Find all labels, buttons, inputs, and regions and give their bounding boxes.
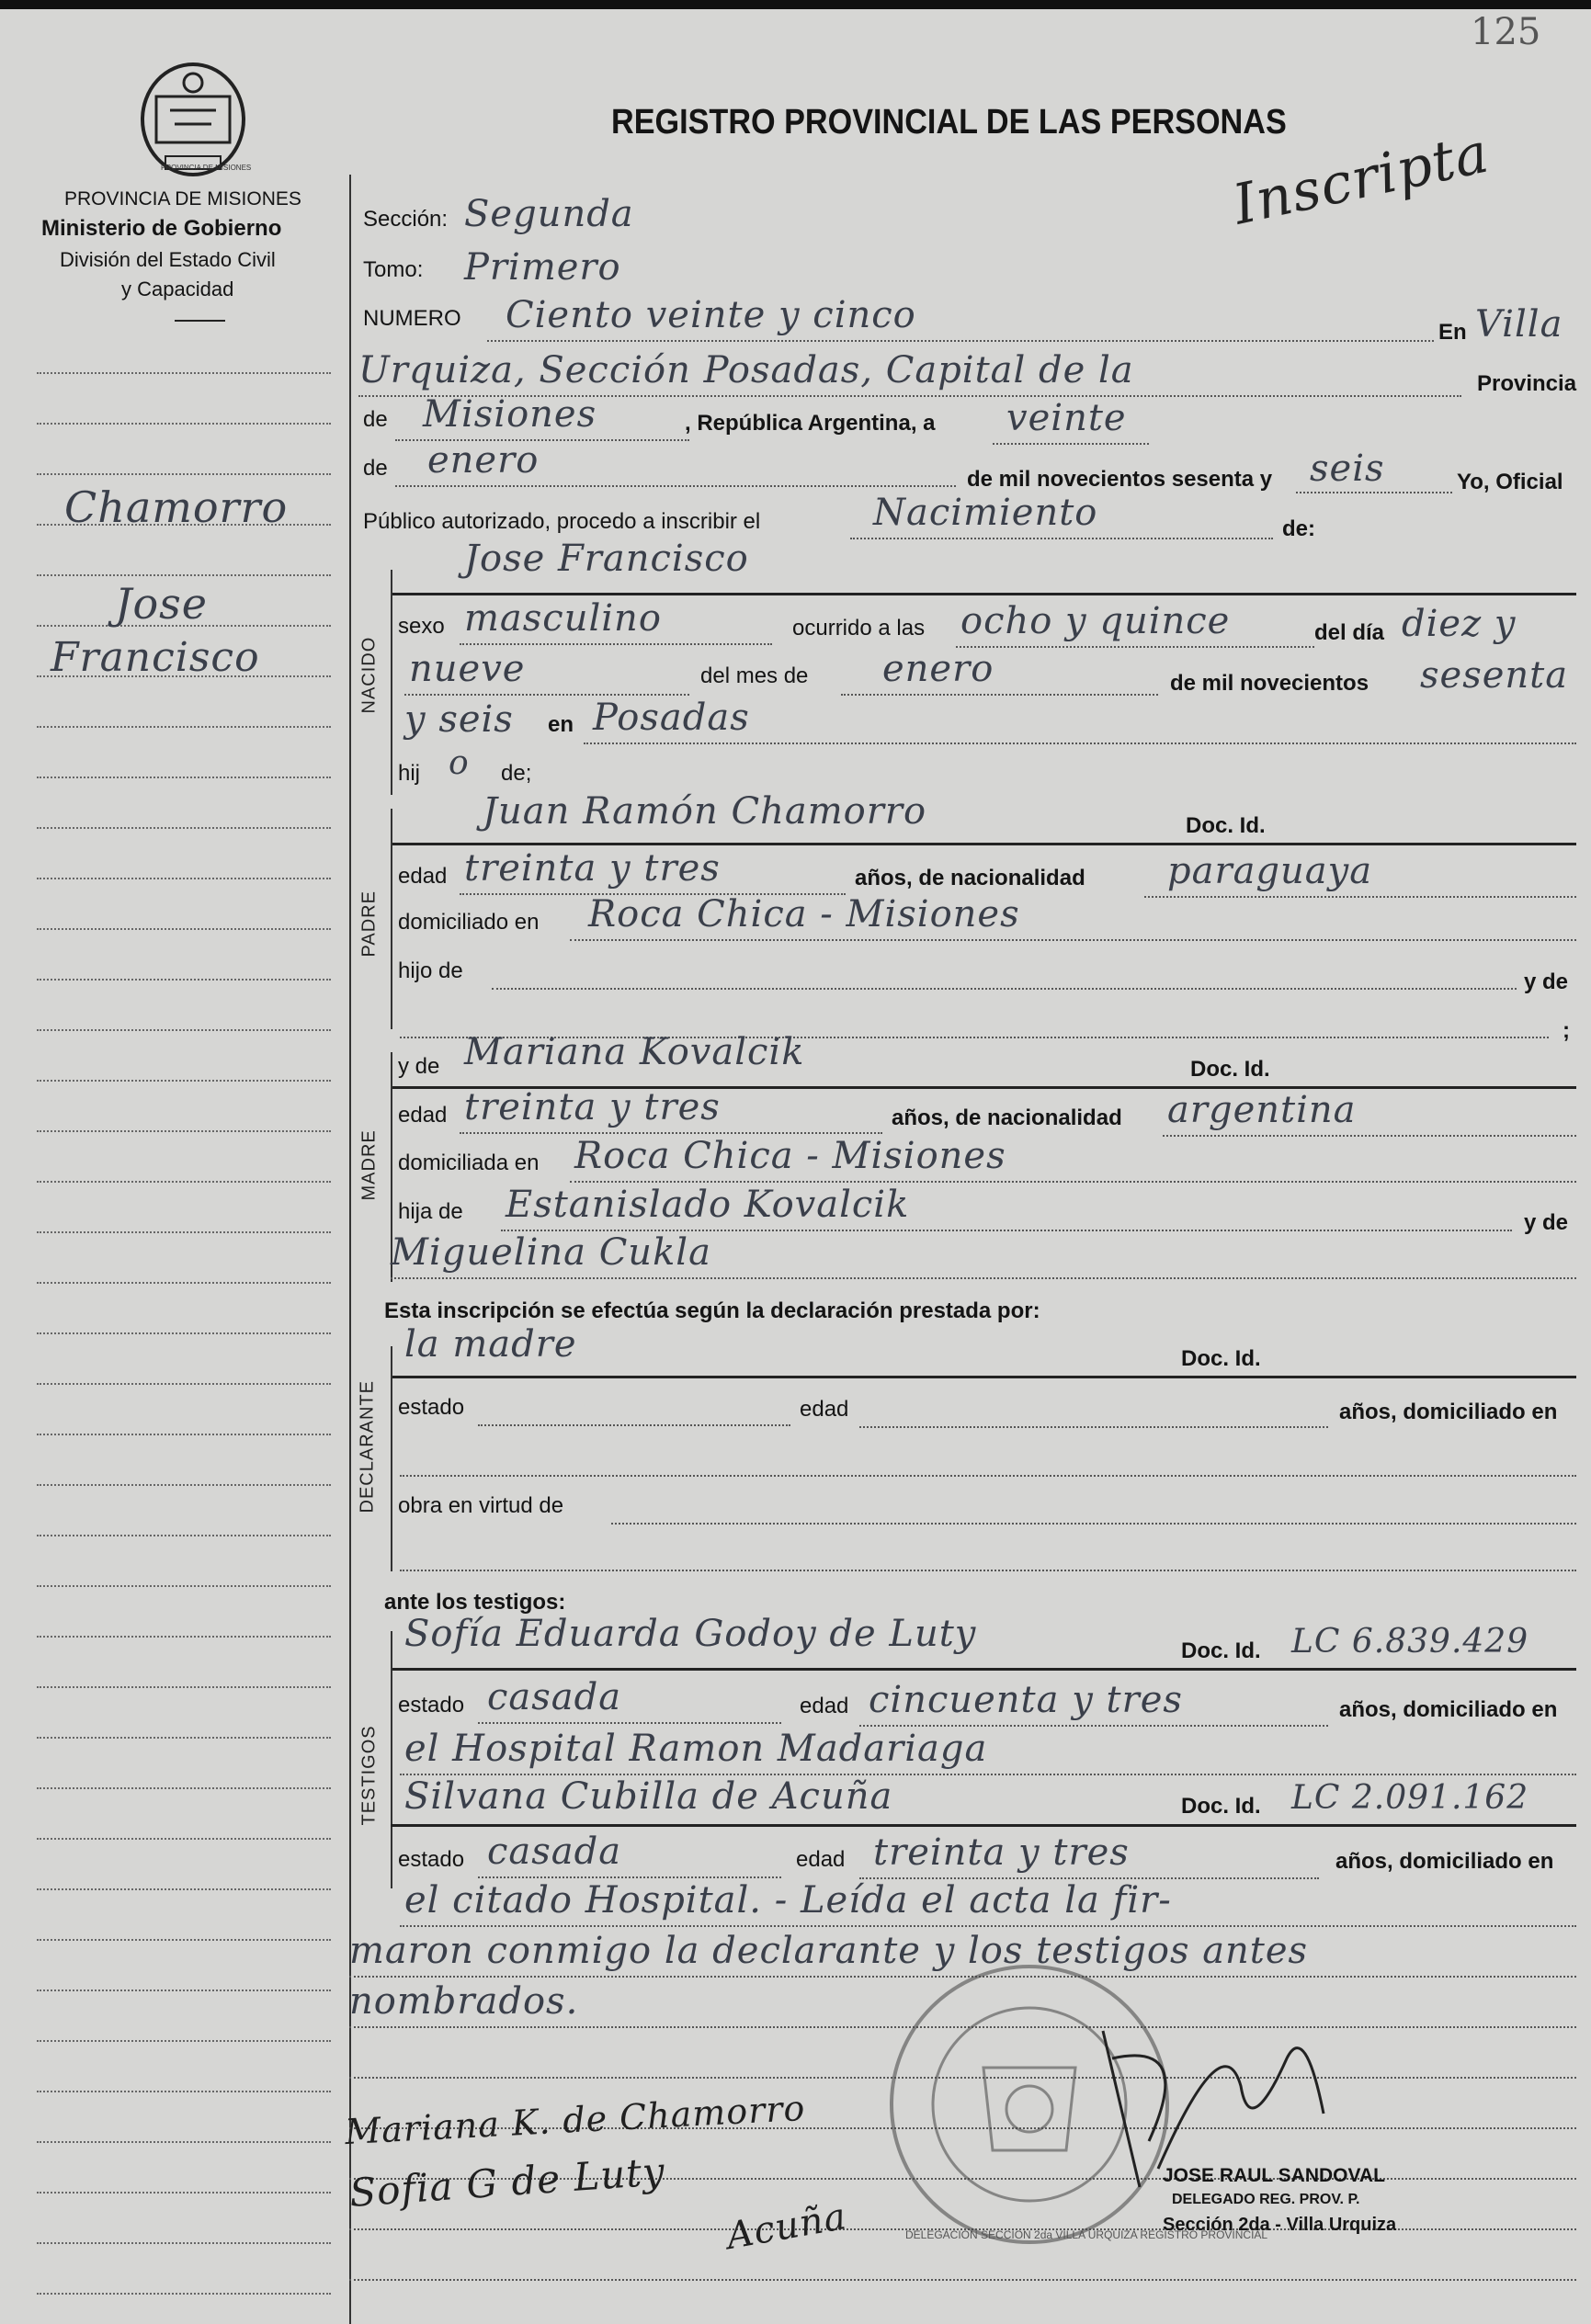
sidebar-line bbox=[37, 2091, 331, 2092]
document-title: REGISTRO PROVINCIAL DE LAS PERSONAS bbox=[611, 103, 1287, 142]
sidebar-line bbox=[37, 1686, 331, 1688]
value-anio-nac-1: sesenta bbox=[1420, 654, 1569, 697]
label-numero: NUMERO bbox=[363, 306, 461, 331]
label-del-dia: del día bbox=[1314, 620, 1385, 645]
sidebar-line bbox=[37, 878, 331, 879]
value-hora: ocho y quince bbox=[960, 600, 1231, 642]
label-padre-domicilio: domiciliado en bbox=[398, 910, 540, 935]
label-testigo-1-anos: años, domiciliado en bbox=[1339, 1697, 1558, 1722]
line-testigo-2-domicilio bbox=[400, 1925, 1576, 1927]
value-provincia: Misiones bbox=[423, 393, 597, 436]
line-madre-domicilio bbox=[570, 1181, 1576, 1183]
line-madre-nacionalidad bbox=[1163, 1135, 1576, 1137]
line-padre-hijo-de bbox=[492, 988, 1517, 990]
label-madre-hija-de: hija de bbox=[398, 1199, 463, 1224]
label-yo-oficial: Yo, Oficial bbox=[1457, 470, 1563, 494]
page-number: 125 bbox=[1471, 11, 1541, 53]
sidebar-line bbox=[37, 1231, 331, 1233]
sidebar-line bbox=[37, 726, 331, 728]
label-en: En bbox=[1438, 320, 1467, 345]
label-seccion: Sección: bbox=[363, 207, 449, 232]
line-padre-domicilio bbox=[570, 939, 1576, 941]
label-hij: hij bbox=[398, 761, 421, 786]
section-label-padre: PADRE bbox=[358, 890, 380, 958]
padre-edad: treinta y tres bbox=[464, 847, 721, 890]
sidebar-line bbox=[37, 2293, 331, 2295]
official-office: Sección 2da - Villa Urquiza bbox=[1163, 2215, 1397, 2235]
line-obra bbox=[611, 1523, 1576, 1525]
label-en-nac: en bbox=[548, 712, 574, 737]
value-anio-inscripcion: seis bbox=[1310, 448, 1385, 490]
label-testigo-2-anos: años, domiciliado en bbox=[1335, 1849, 1554, 1874]
label-de-colon: de: bbox=[1282, 516, 1315, 541]
section-label-nacido: NACIDO bbox=[358, 636, 380, 714]
sidebar-line bbox=[37, 1535, 331, 1536]
sidebar-line bbox=[37, 2040, 331, 2042]
label-obra: obra en virtud de bbox=[398, 1493, 564, 1518]
sidebar-line bbox=[37, 1990, 331, 1991]
label-sexo: sexo bbox=[398, 614, 445, 639]
label-de-semi: de; bbox=[501, 761, 532, 786]
line-testigo-1-estado bbox=[478, 1722, 781, 1724]
line-obra-2 bbox=[400, 1570, 1576, 1571]
sidebar-line bbox=[37, 1282, 331, 1284]
label-testigo-1-estado: estado bbox=[398, 1693, 465, 1717]
line-lugar-nac bbox=[584, 743, 1576, 744]
cierre-1: maron conmigo la declarante y los testigos antes bbox=[349, 1930, 1309, 1972]
sidebar-line bbox=[37, 777, 331, 778]
sidebar-line bbox=[37, 473, 331, 475]
line-mes-nac bbox=[841, 694, 1158, 696]
sidebar-line bbox=[37, 2242, 331, 2244]
label-madre-doc: Doc. Id. bbox=[1190, 1057, 1270, 1082]
label-declarante-doc: Doc. Id. bbox=[1181, 1346, 1261, 1371]
value-tomo: Primero bbox=[464, 246, 621, 289]
line-declarante-domicilio bbox=[400, 1475, 1576, 1477]
label-padre-edad: edad bbox=[398, 864, 448, 889]
testigo-2-edad: treinta y tres bbox=[873, 1831, 1130, 1874]
label-declarante-anos: años, domiciliado en bbox=[1339, 1400, 1558, 1424]
bracket-nacido bbox=[391, 570, 392, 795]
testigo-2-nombre: Silvana Cubilla de Acuña bbox=[404, 1775, 893, 1818]
sidebar-line bbox=[37, 1939, 331, 1941]
line-sexo bbox=[460, 643, 772, 645]
line-numero bbox=[487, 340, 1434, 342]
issuer-division-1: División del Estado Civil bbox=[60, 248, 276, 271]
label-del-mes: del mes de bbox=[700, 663, 809, 688]
sidebar-line bbox=[37, 1838, 331, 1840]
label-declarante-edad: edad bbox=[800, 1397, 849, 1422]
line-declarante-estado bbox=[478, 1424, 790, 1426]
madre-hija-de: Estanislado Kovalcik bbox=[506, 1184, 910, 1226]
sidebar-line bbox=[37, 1080, 331, 1082]
section-label-testigos: TESTIGOS bbox=[358, 1725, 380, 1826]
issuer-province: PROVINCIA DE MISIONES bbox=[64, 188, 301, 210]
section-label-declarante: DECLARANTE bbox=[357, 1380, 378, 1513]
line-mes-inscripcion bbox=[395, 485, 956, 487]
label-ocurrido: ocurrido a las bbox=[792, 616, 926, 641]
padre-domicilio: Roca Chica - Misiones bbox=[588, 893, 1020, 935]
padre-nombre: Juan Ramón Chamorro bbox=[483, 790, 927, 833]
label-testigo-2-doc: Doc. Id. bbox=[1181, 1794, 1261, 1819]
rule-padre-top bbox=[391, 843, 1576, 845]
sidebar-line bbox=[37, 574, 331, 576]
sidebar-line bbox=[37, 2141, 331, 2143]
sidebar-line bbox=[37, 928, 331, 930]
madre-nombre: Mariana Kovalcik bbox=[464, 1031, 805, 1073]
label-testigo-2-edad: edad bbox=[796, 1847, 846, 1872]
label-padre-doc: Doc. Id. bbox=[1186, 813, 1266, 838]
official-title: DELEGADO REG. PROV. P. bbox=[1172, 2192, 1360, 2207]
sidebar-line bbox=[37, 1332, 331, 1334]
label-madre-y-de-2: y de bbox=[1524, 1210, 1569, 1235]
signature-madre: Mariana K. de Chamorro bbox=[344, 2087, 807, 2153]
line-testigo-1-edad bbox=[859, 1725, 1328, 1727]
sidebar-line bbox=[37, 1484, 331, 1486]
label-tomo: Tomo: bbox=[363, 257, 424, 282]
sidebar-line bbox=[37, 979, 331, 981]
margin-surname: Chamorro bbox=[64, 482, 289, 532]
section-label-madre: MADRE bbox=[358, 1129, 380, 1201]
sidebar-line bbox=[37, 827, 331, 829]
label-madre-nacionalidad: años, de nacionalidad bbox=[892, 1105, 1122, 1130]
sidebar-line bbox=[37, 1737, 331, 1739]
bracket-declarante bbox=[391, 1346, 392, 1571]
label-de-mes: de bbox=[363, 456, 388, 481]
padre-nacionalidad: paraguaya bbox=[1167, 850, 1373, 892]
signature-testigo-2: Acuña bbox=[723, 2194, 850, 2259]
testigo-1-estado: casada bbox=[487, 1676, 622, 1718]
sidebar-line bbox=[37, 1636, 331, 1638]
line-testigo-2-estado bbox=[478, 1876, 781, 1878]
label-testigo-2-estado: estado bbox=[398, 1847, 465, 1872]
sidebar-line bbox=[37, 1383, 331, 1385]
sidebar-line bbox=[37, 1434, 331, 1435]
testigo-1-nombre: Sofía Eduarda Godoy de Luty bbox=[404, 1613, 977, 1655]
line-hora bbox=[956, 646, 1314, 648]
label-de-mil: de mil novecientos sesenta y bbox=[967, 467, 1273, 492]
line-anio-inscripcion bbox=[1296, 492, 1452, 493]
ruled-line bbox=[349, 2279, 1576, 2281]
label-declarante-estado: estado bbox=[398, 1395, 465, 1420]
madre-nacionalidad: argentina bbox=[1167, 1089, 1357, 1131]
sidebar-line bbox=[37, 1181, 331, 1183]
sidebar-line bbox=[37, 1888, 331, 1890]
label-padre-semicolon: ; bbox=[1563, 1018, 1570, 1043]
label-madre-y-de: y de bbox=[398, 1054, 440, 1079]
madre-y-de: Miguelina Cukla bbox=[391, 1231, 711, 1274]
declarante-nombre: la madre bbox=[404, 1323, 577, 1366]
testigo-2-doc: LC 2.091.162 bbox=[1291, 1779, 1529, 1817]
value-mes-inscripcion: enero bbox=[427, 439, 540, 482]
rule-declarante-top bbox=[391, 1376, 1576, 1378]
top-edge bbox=[0, 0, 1591, 9]
sidebar-line bbox=[37, 1787, 331, 1789]
value-seccion: Segunda bbox=[464, 193, 634, 235]
line-dia-inscripcion bbox=[993, 443, 1149, 445]
value-hij-suffix: o bbox=[449, 744, 470, 782]
label-testigo-1-doc: Doc. Id. bbox=[1181, 1638, 1261, 1663]
label-provincia: Provincia bbox=[1477, 371, 1577, 396]
label-madre-edad: edad bbox=[398, 1103, 448, 1128]
testigo-2-domicilio: el citado Hospital. - Leída el acta la fir- bbox=[404, 1879, 1172, 1922]
round-stamp-text: DELEGACION SECCION 2da VILLA URQUIZA REGISTRO PROVINCIAL bbox=[905, 2228, 1268, 2241]
sidebar-line bbox=[37, 2192, 331, 2194]
signature-testigo-1: Sofia G de Luty bbox=[347, 2148, 667, 2216]
official-name: JOSE RAUL SANDOVAL bbox=[1163, 2165, 1385, 2186]
testigo-2-estado: casada bbox=[487, 1831, 622, 1873]
testigo-1-doc: LC 6.839.429 bbox=[1291, 1623, 1529, 1661]
label-de-provincia: de bbox=[363, 407, 388, 432]
bracket-testigos bbox=[391, 1631, 392, 1888]
rule-testigo-2 bbox=[391, 1824, 1576, 1827]
value-dia-inscripcion: veinte bbox=[1006, 397, 1127, 439]
line-madre-edad bbox=[460, 1132, 882, 1134]
line-declarante-edad bbox=[859, 1426, 1328, 1428]
label-ante-testigos: ante los testigos: bbox=[384, 1590, 566, 1615]
label-padre-nacionalidad: años, de nacionalidad bbox=[855, 866, 1085, 890]
margin-first-name: Jose bbox=[115, 579, 208, 629]
label-declaracion: Esta inscripción se efectúa según la declaración prestada por: bbox=[384, 1298, 1040, 1323]
stamp-annotation: Inscripta bbox=[1227, 120, 1495, 238]
label-publico: Público autorizado, procedo a inscribir el bbox=[363, 509, 761, 534]
label-republica: , República Argentina, a bbox=[685, 411, 936, 436]
value-lugar-nac: Posadas bbox=[593, 697, 750, 739]
value-dia-nac-1: diez y bbox=[1402, 603, 1517, 645]
sidebar-line bbox=[37, 372, 331, 374]
value-tipo: Nacimiento bbox=[873, 492, 1098, 534]
issuer-rule bbox=[175, 320, 225, 322]
line-dia-nac-2 bbox=[404, 694, 689, 696]
issuer-ministry: Ministerio de Gobierno bbox=[41, 216, 282, 241]
label-madre-domicilio: domiciliada en bbox=[398, 1151, 540, 1175]
cierre-2: nombrados. bbox=[349, 1980, 579, 2023]
label-padre-hijo-de: hijo de bbox=[398, 958, 463, 983]
madre-domicilio: Roca Chica - Misiones bbox=[574, 1135, 1006, 1177]
value-sexo: masculino bbox=[464, 597, 662, 640]
testigo-1-domicilio: el Hospital Ramon Madariaga bbox=[404, 1728, 988, 1770]
value-anio-nac-2: y seis bbox=[404, 698, 514, 741]
value-numero: Ciento veinte y cinco bbox=[506, 294, 916, 336]
testigo-1-edad: cincuenta y tres bbox=[869, 1679, 1183, 1721]
seal-caption: PROVINCIA DE MISIONES bbox=[161, 164, 252, 172]
label-de-mil-nac: de mil novecientos bbox=[1170, 671, 1369, 696]
line-padre-nacionalidad bbox=[1144, 896, 1576, 898]
value-nombre: Jose Francisco bbox=[464, 538, 749, 580]
margin-middle-name: Francisco bbox=[51, 634, 260, 681]
line-madre-y-de bbox=[391, 1277, 1576, 1279]
label-testigo-1-edad: edad bbox=[800, 1694, 849, 1718]
sidebar-line bbox=[37, 423, 331, 425]
line-tipo bbox=[850, 538, 1273, 539]
value-mes-nac: enero bbox=[882, 648, 994, 690]
rule-nacido-top bbox=[391, 593, 1576, 595]
madre-edad: treinta y tres bbox=[464, 1086, 721, 1128]
sidebar-line bbox=[37, 1130, 331, 1132]
issuer-division-2: y Capacidad bbox=[121, 278, 234, 300]
sidebar-line bbox=[37, 1029, 331, 1031]
label-padre-y-de: y de bbox=[1524, 969, 1569, 994]
rule-testigo-1 bbox=[391, 1668, 1576, 1671]
bracket-padre bbox=[391, 809, 392, 1029]
value-lugar-2: Urquiza, Sección Posadas, Capital de la bbox=[358, 349, 1134, 391]
value-dia-nac-2: nueve bbox=[409, 648, 526, 690]
value-lugar-1: Villa bbox=[1475, 303, 1563, 346]
sidebar-line bbox=[37, 1585, 331, 1587]
